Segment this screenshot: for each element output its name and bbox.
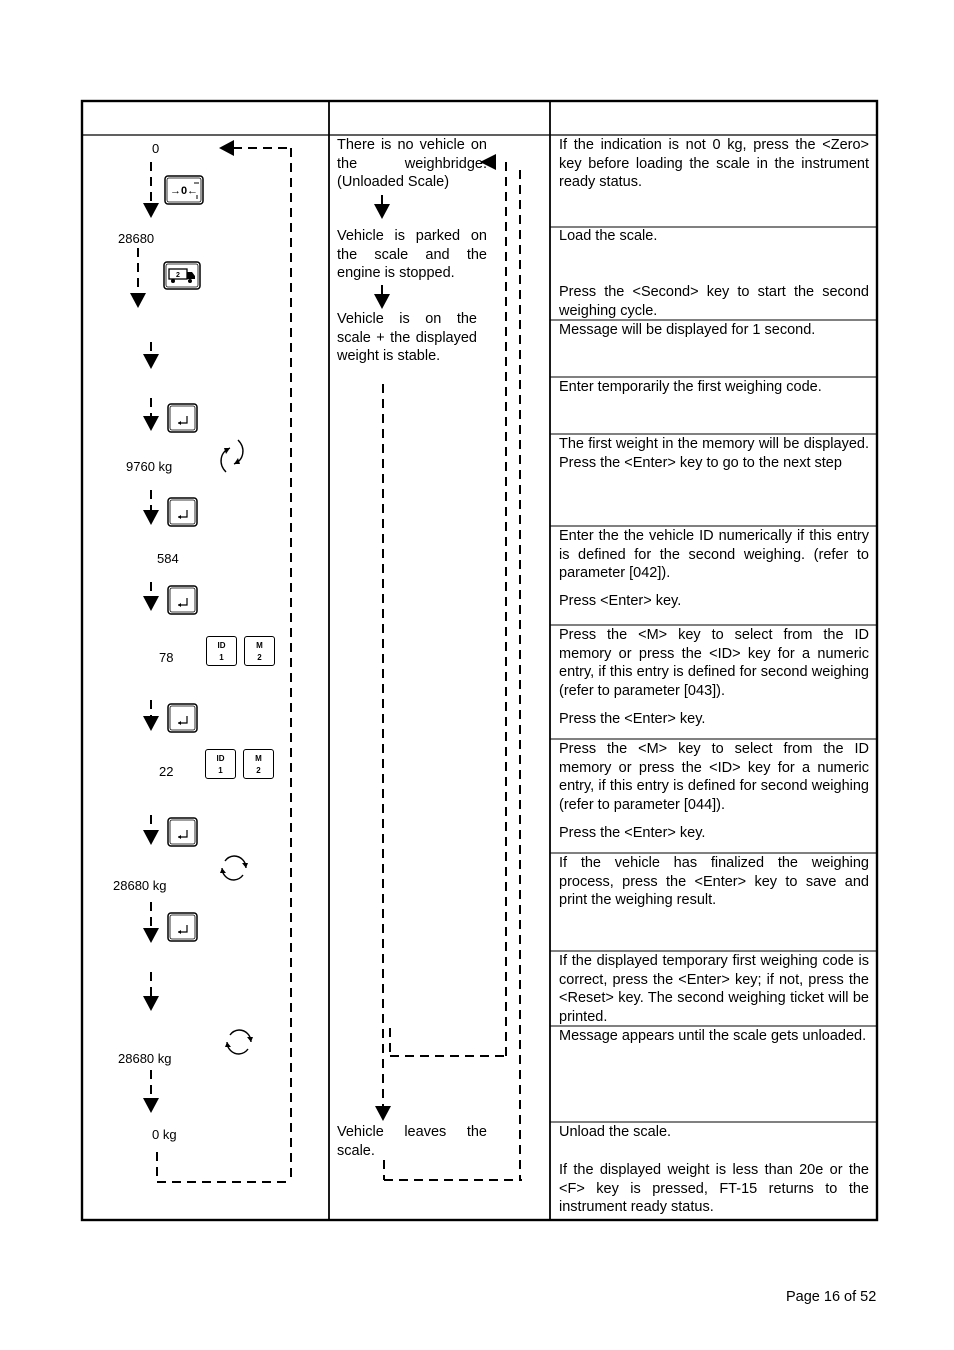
desc-id-044: Press the <M> key to select from the ID memory or press the <ID> key for a numeric entry, if this entry is defined for second weighing (refer to parameter [044]).: [559, 741, 869, 813]
state-parked: Vehicle is parked on the scale and the engine is stopped.: [337, 228, 487, 282]
value-first-weight: 9760 kg: [126, 459, 173, 474]
desc-enter-3: Press the <Enter> key.: [559, 825, 706, 841]
svg-text:→0←: →0←: [169, 185, 199, 197]
state-leaves: Vehicle leaves the scale.: [337, 1124, 487, 1159]
desc-message: Message will be displayed for 1 second.: [559, 322, 816, 338]
value-unloaded: 0 kg: [152, 1127, 177, 1142]
value-zero: 0: [152, 141, 160, 156]
second-weighing-key-icon: [163, 261, 201, 290]
state-unloaded: There is no vehicle on the weighbridge. (Unloaded Scale): [337, 137, 487, 191]
cycle-arrows-icon: [216, 436, 248, 476]
enter-key-icon: [167, 403, 198, 433]
value-vehicle-id: 584: [157, 551, 179, 566]
desc-enter-1: Press <Enter> key.: [559, 593, 682, 609]
desc-unload: Unload the scale.: [559, 1124, 672, 1140]
enter-key-icon: [167, 497, 198, 527]
cycle-arrows-icon: [219, 853, 249, 883]
enter-key-icon: [167, 912, 198, 942]
value-loaded: 28680: [118, 231, 155, 246]
desc-load: Load the scale.: [559, 228, 658, 244]
svg-text:2: 2: [176, 272, 180, 279]
desc-confirm-code: If the displayed temporary first weighing code is correct, press the <Enter> key; if not, press the <Reset> key. The second weighing ticket will be printed.: [559, 953, 869, 1025]
enter-key-icon: [167, 703, 198, 733]
state-stable: Vehicle is on the scale + the displayed weight is stable.: [337, 311, 477, 365]
desc-second: Press the <Second> key to start the second weighing cycle.: [559, 284, 869, 319]
value-id-3: 22: [159, 764, 174, 779]
desc-id-043: Press the <M> key to select from the ID memory or press the <ID> key for a numeric entry, if this entry is defined for second weighing (refer to parameter [043]).: [559, 627, 869, 699]
desc-message-unload: Message appears until the scale gets unloaded.: [559, 1028, 867, 1044]
desc-enter-2: Press the <Enter> key.: [559, 711, 706, 727]
m-key-icon: M 2: [244, 636, 275, 666]
value-second-weight: 28680 kg: [113, 878, 167, 893]
enter-key-icon: [167, 585, 198, 615]
page-number: Page 16 of 52: [786, 1289, 877, 1305]
id-key-icon: ID 1: [205, 749, 236, 779]
cycle-arrows-icon: [224, 1027, 254, 1057]
desc-return-ready: If the displayed weight is less than 20e or the <F> key is pressed, FT-15 returns to the instrument ready status.: [559, 1162, 869, 1216]
desc-vehicle-id: Enter the the vehicle ID numerically if this entry is defined for the second weighing. (refer to parameter [042]).: [559, 528, 869, 582]
desc-code: Enter temporarily the first weighing code.: [559, 379, 822, 395]
desc-zero: If the indication is not 0 kg, press the <Zero> key before loading the scale in the instrument ready status.: [559, 137, 869, 191]
desc-first-weight: The first weight in the memory will be displayed. Press the <Enter> key to go to the next step: [559, 436, 869, 471]
zero-key-icon: [164, 175, 204, 205]
m-key-icon: M 2: [243, 749, 274, 779]
desc-finalize: If the vehicle has finalized the weighing process, press the <Enter> key to save and print the weighing result.: [559, 855, 869, 909]
id-key-icon: ID 1: [206, 636, 237, 666]
value-id-2: 78: [159, 650, 174, 665]
enter-key-icon: [167, 817, 198, 847]
value-final-weight: 28680 kg: [118, 1051, 172, 1066]
